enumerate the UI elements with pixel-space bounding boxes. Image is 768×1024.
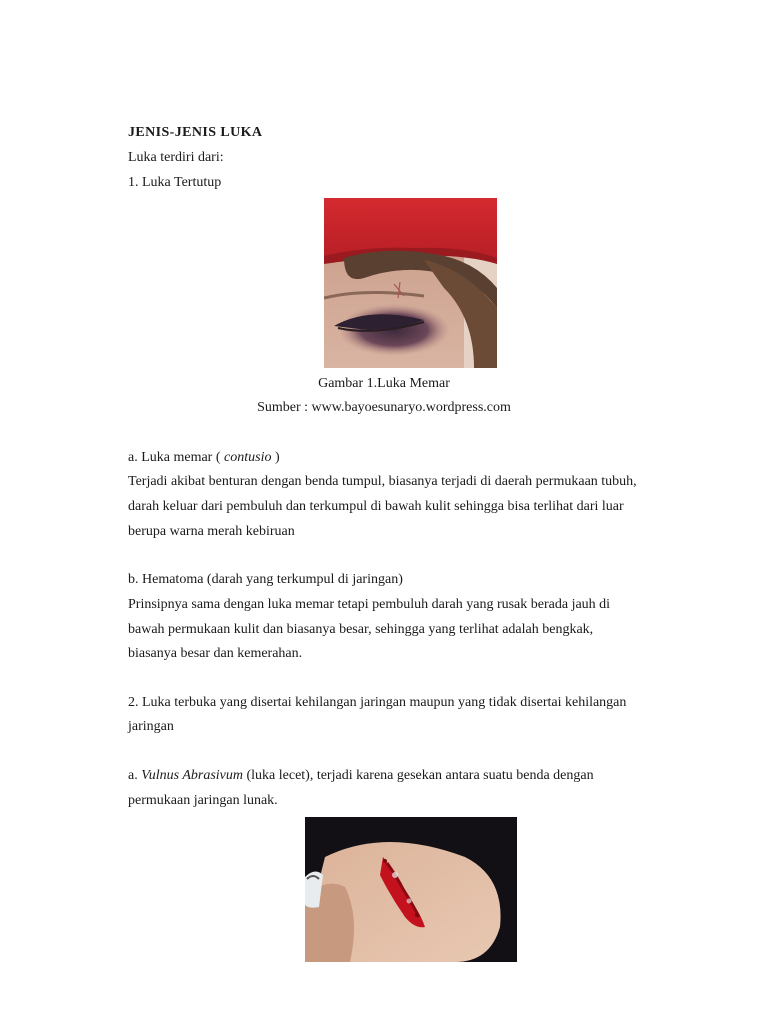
abrasion-elbow-photo [305,817,517,962]
intro-text: Luka terdiri dari: [128,150,224,165]
item-a-heading [128,449,280,467]
figure-1-source: Sumber : www.bayoesunaryo.wordpress.com [257,400,511,415]
item-2a-term: Vulnus Abrasivum [141,768,243,783]
item-b-body-line: Prinsipnya sama dengan luka memar tetapi pembuluh darah yang rusak berada jauh di [128,597,611,612]
page-title: JENIS-JENIS LUKA [128,125,263,140]
item-2a-line: permukaan jaringan lunak. [128,793,278,808]
item-a-prefix: a. Luka memar ( [128,450,225,465]
item-2a-suffix: (luka lecet), terjadi karena gesekan antara suatu benda dengan [242,768,594,783]
section-1-heading: 1. Luka Tertutup [128,175,222,190]
item-a-body-line: berupa warna merah kebiruan [128,524,295,539]
figure-1-caption: Gambar 1.Luka Memar [318,376,450,391]
item-b-body-line: bawah permukaan kulit dan biasanya besar, sehingga yang terlihat adalah bengkak, [128,622,594,637]
item-2a-line [128,767,594,785]
item-a-body-line: darah keluar dari pembuluh dan terkumpul di bawah kulit sehingga bisa terlihat dari luar [128,499,624,514]
item-a-suffix: ) [271,450,280,465]
item-2a-prefix: a. [128,768,142,783]
section-2-heading-line: jaringan [128,719,174,734]
item-a-term: contusio [224,450,272,465]
section-2-heading-line: 2. Luka terbuka yang disertai kehilangan jaringan maupun yang tidak disertai kehilangan [128,695,627,710]
item-b-body-line: biasanya besar dan kemerahan. [128,646,303,661]
bruised-eye-photo [324,198,497,368]
item-b-heading: b. Hematoma (darah yang terkumpul di jaringan) [128,572,403,587]
item-a-body-line: Terjadi akibat benturan dengan benda tumpul, biasanya terjadi di daerah permukaan tubuh, [128,474,637,489]
